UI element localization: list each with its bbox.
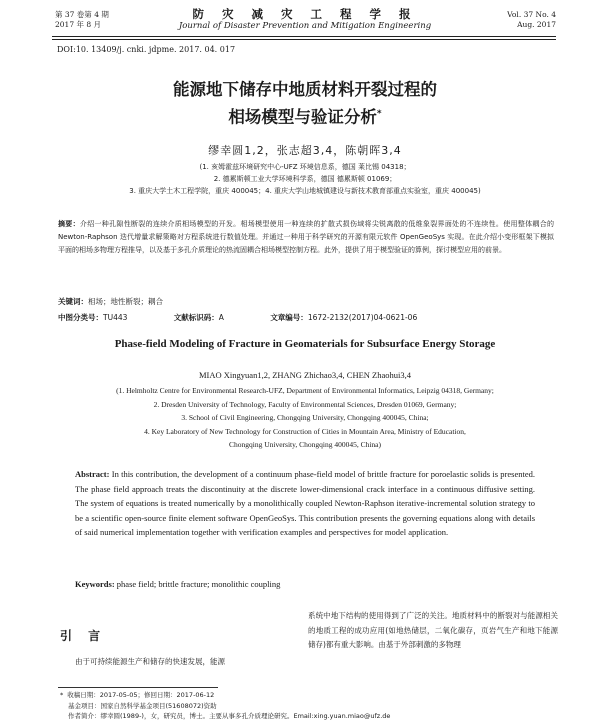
- affiliations-cn: [60, 161, 550, 197]
- header-journal-block: [155, 7, 455, 32]
- header-volume-cn: 第 37 卷第 4 期: [55, 10, 109, 19]
- abstract-cn: [58, 218, 554, 257]
- journal-title-cn: 防 灾 减 灾 工 程 学 报: [192, 7, 418, 21]
- title-cn-line2: 相场模型与验证分析*: [228, 107, 382, 127]
- affiliation-en-line: Chongqing University, Chongqing 400045, China): [228, 440, 381, 449]
- abstract-cn-label: 摘要：: [58, 220, 80, 228]
- footnote-fund: 基金项目：国家自然科学基金项目(51608072)资助: [68, 701, 217, 710]
- footnote-rule: [58, 687, 218, 688]
- header-volume-block: [55, 10, 109, 30]
- header-date-cn: 2017 年 8 月: [55, 20, 102, 29]
- paper-title-cn: [60, 77, 550, 130]
- footnotes: [60, 690, 570, 722]
- affiliation-cn-line: (1. 亥姆霍兹环境研究中心-UFZ 环境信息系，德国 莱比锡 04318；: [199, 163, 411, 171]
- affiliation-cn-line: 3. 重庆大学土木工程学院，重庆 400045；4. 重庆大学山地城镇建设与新技术教育部重点实验室，重庆 400045): [129, 187, 481, 195]
- intro-text-right: 系统中地下结构的使用得到了广泛的关注。地质材料中的断裂对与能源相关的地质工程的成功应用(如地热储层，二氧化碳存，页岩气生产和地下能源储存)都有重大影响。由基于外部刺激的多物理: [308, 611, 558, 649]
- doi-line: DOI:10. 13409/j. cnki. jdpme. 2017. 04. 017: [57, 45, 236, 54]
- article-number-value: 1672-2132(2017)04-0621-06: [307, 313, 418, 322]
- doc-code-item: [174, 313, 246, 322]
- journal-title-en: Journal of Disaster Prevention and Mitigation Engineering: [178, 21, 432, 31]
- keywords-cn-text: 相场；地性断裂；耦合: [88, 297, 163, 306]
- authors-cn: 缪幸圆1,2，张志超3,4，陈朝晖3,4: [208, 144, 402, 157]
- article-number-label: 文章编号：: [270, 313, 308, 322]
- abstract-cn-text: 介绍一种孔隙性断裂的连续介质相场模型的开发。相场模型使用一种连续的扩散式损伤域将尖锐离散的低维象裂界面处的不连续性。使用整体耦合的 Newton-Raphson 迭代增量求解策略对方程系统进行数值处理。并通过一种用于科学研究的开源有限元软件 OpenGeoSys 实现。在此介绍小变形框架下模拟平面的相场多物理方程推导，以及基于多孔介质理论的热流固耦合相场模型控制方程。此外，提供了用于模型验证的算例，探讨模型应用的前景。: [58, 220, 555, 254]
- clc-value: TU443: [103, 313, 128, 322]
- keywords-en-label: Keywords:: [75, 579, 115, 589]
- intro-text-left: 由于可持续能源生产和储存的快速发展，能源: [75, 657, 225, 666]
- doc-code-value: A: [218, 313, 224, 322]
- abstract-en-text: In this contribution, the development of a continuum phase-field model of brittle fracture for poroelastic solids is presented. The phase field approach treats the discontinuity at the discrete lower-dimensional crack interface in a continuous diffusive setting. The system of equations is treated numerically by a monolithically coupled Newton-Raphson iterative-incremental solution strategy to be a scientific open-source finite element software OpenGeoSys. This contribution presents the governing equations along with details of said numerical implementation together with verification examples and perspectives for model application.: [75, 469, 535, 537]
- header-rule-thick: [52, 36, 556, 37]
- footnote-received-text: 收稿日期：2017-05-05；修回日期：2017-06-12: [67, 691, 215, 699]
- affiliation-en-line: 4. Key Laboratory of New Technology for Construction of Cities in Mountain Area, Ministry of Education,: [144, 426, 466, 436]
- affiliation-en-line: (1. Helmholtz Centre for Environmental Research-UFZ, Department of Environmental Informatics, Leipzig 04318, Germany;: [116, 386, 494, 395]
- footnote-mark: *: [60, 691, 64, 699]
- keywords-en: [75, 579, 280, 589]
- classification-line: [58, 312, 558, 323]
- doc-code-label: 文献标识码：: [173, 313, 219, 322]
- header-date-en: Aug. 2017: [517, 20, 556, 29]
- authors-en: MIAO Xingyuan1,2, ZHANG Zhichao3,4, CHEN Zhaohui3,4: [199, 370, 411, 380]
- keywords-cn: [58, 296, 163, 307]
- affiliation-cn-line: 2. 德累斯顿工业大学环境科学系，德国 德累斯顿 01069；: [213, 175, 397, 183]
- keywords-cn-label: 关键词：: [58, 297, 88, 306]
- footnote-author: 作者简介：缪幸圆(1989-)，女，研究员，博士。主要从事多孔介质理论研究。Email:xing.yuan.miao@ufz.de: [68, 712, 391, 720]
- header-rule-thin: [52, 39, 556, 40]
- clc-label: 中图分类号：: [58, 313, 103, 322]
- abstract-en-label: Abstract:: [75, 469, 110, 479]
- paper-title-en: Phase-field Modeling of Fracture in Geomaterials for Subsurface Energy Storage: [114, 338, 496, 350]
- header-volume-en-block: [507, 10, 556, 30]
- keywords-en-text: phase field; brittle fracture; monolithic coupling: [116, 579, 281, 589]
- header-volume-en: Vol. 37 No. 4: [507, 10, 556, 19]
- footnote-received: [60, 690, 570, 701]
- title-cn-line1: 能源地下储存中地质材料开裂过程的: [173, 80, 437, 99]
- affiliation-en-line: 2. Dresden University of Technology, Faculty of Environmental Sciences, Dresden 01069, Germany;: [153, 399, 457, 409]
- affiliation-en-line: 3. School of Civil Engineering, Chongqing University, Chongqing 400045, China;: [181, 413, 429, 422]
- abstract-en: [75, 467, 535, 540]
- clc-item: [58, 313, 149, 322]
- article-number-item: [270, 313, 439, 322]
- section-heading-introduction: 引 言: [60, 629, 107, 643]
- affiliations-en: [40, 384, 570, 452]
- title-footnote-mark: *: [376, 109, 382, 119]
